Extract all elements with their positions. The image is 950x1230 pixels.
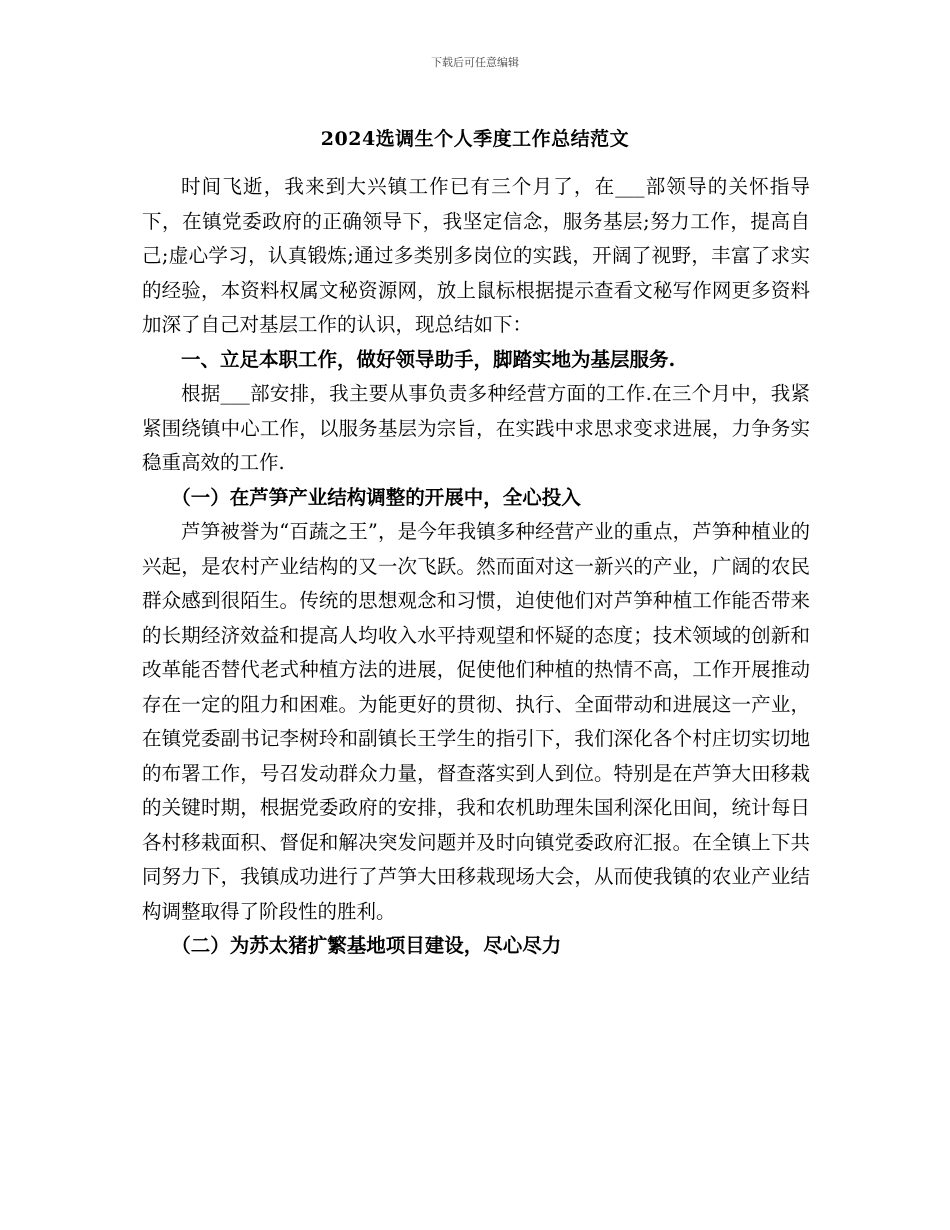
section-heading-1: 一、立足本职工作，做好领导助手，脚踏实地为基层服务. [181, 347, 676, 371]
document-title: 2024选调生个人季度工作总结范文 [320, 128, 630, 150]
header-note: 下载后可任意编辑 [431, 56, 519, 69]
paragraph-asparagus: 芦笋被誉为“百蔬之王”，是今年我镇多种经营产业的重点，芦笋种植业的兴起，是农村产业结构的又一次飞跃。然而面对这一新兴的产业，广阔的农民群众感到很陌生。传统的思想观念和习惯，迫使他们对芦笋种植工作能否带来的长期经济效益和提高人均收入水平持观望和怀疑的态度；技术领域的创新和改革能否替代老式种植方法的进展，促使他们种植的热情不高，工作开展推动存在一定的阻力和困难。为能更好的贯彻、执行、全面带动和进展这一产业，在镇党委副书记李树玲和副镇长王学生的指引下，我们深化各个村庄切实切地的布署工作，号召发动群众力量，督查落实到人到位。特别是在芦笋大田移栽的关键时期，根据党委政府的安排，我和农机助理朱国利深化田间，统计每日各村移栽面积、督促和解决突发问题并及时向镇党委政府汇报。在全镇上下共同努力下，我镇成功进行了芦笋大田移栽现场大会，从而使我镇的农业产业结构调整取得了阶段性的胜利。 [142, 520, 810, 923]
paragraph-intro: 时间飞逝，我来到大兴镇工作已有三个月了，在___部领导的关怀指导下，在镇党委政府的正确领导下，我坚定信念，服务基层;努力工作，提高自己;虚心学习，认真锻炼;通过多类别多岗位的实践，开阔了视野，丰富了求实的经验，本资料权属文秘资源网，放上鼠标根据提示查看文秘写作网更多资料加深了自己对基层工作的认识，现总结如下： [142, 175, 810, 336]
subsection-heading-1: （一）在芦笋产业结构调整的开展中，全心投入 [171, 485, 581, 509]
document-body [142, 170, 810, 964]
paragraph-section-1: 根据___部安排，我主要从事负责多种经营方面的工作.在三个月中，我紧紧围绕镇中心工作，以服务基层为宗旨，在实践中求思求变求进展，力争务实稳重高效的工作. [142, 382, 810, 474]
subsection-heading-2: （二）为苏太猪扩繁基地项目建设，尽心尽力 [171, 934, 562, 957]
